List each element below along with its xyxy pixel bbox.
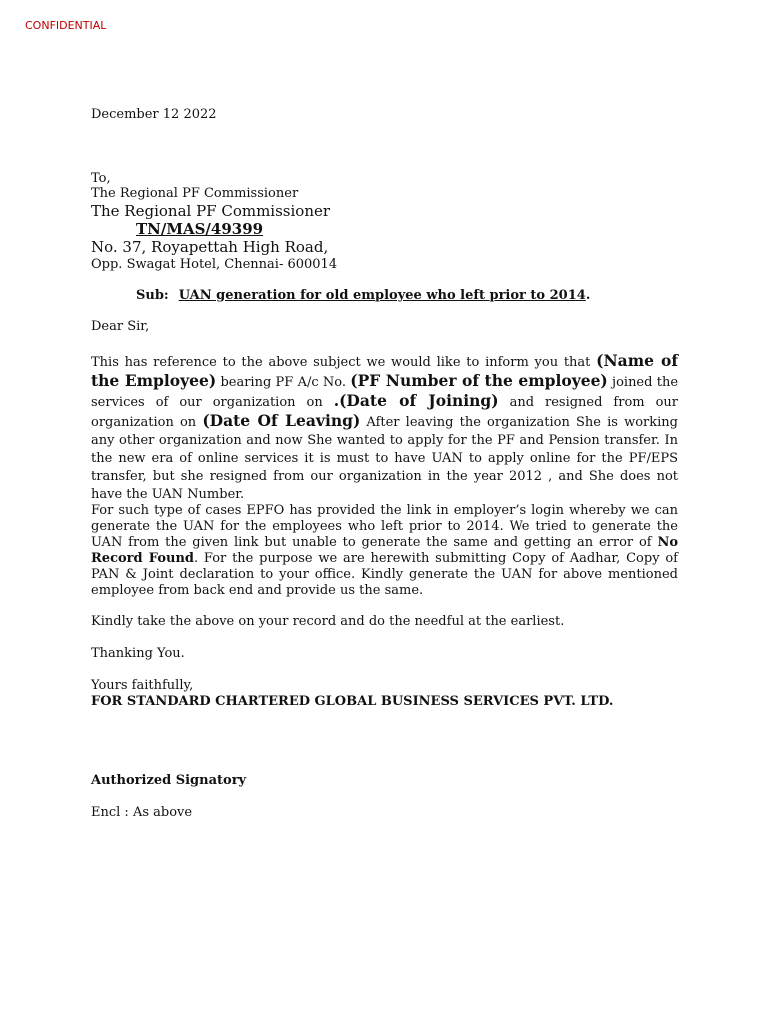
recipient-line-1: The Regional PF Commissioner [91,186,299,201]
paragraph-request: Kindly take the above on your record and do the needful at the earliest. [91,614,565,629]
salutation: Dear Sir, [91,319,150,334]
subject-line [136,288,590,303]
confidential-label: CONFIDENTIAL [25,19,107,32]
office-code: TN/MAS/49399 [136,220,264,238]
authorized-signatory: Authorized Signatory [91,773,247,788]
p1-text-d: and resigned from our organization on [91,395,678,430]
p1-text-a: This has reference to the above subject we would like to inform you that [91,355,597,370]
date-of-leaving-placeholder: (Date Of Leaving) [202,411,361,430]
error-text: No Record Found [91,535,678,566]
enclosure-line: Encl : As above [91,805,193,820]
employee-name-placeholder: (Name of the Employee) [91,351,678,390]
subject-text: UAN generation for old employee who left prior to 2014 [178,288,586,303]
paragraph-epfo [91,503,678,599]
p1-text-b: bearing PF A/c No. [216,375,351,390]
p1-text-e: After leaving the organization She is working any other organization and now She wanted to apply for the PF and Pension transfer. In the new era of online services it is must to have UAN to apply online for the PF/EPS transfer, but she resigned from our organization in the year 2012 , and She does not have the UAN Number. [91,415,678,502]
thanks-line: Thanking You. [91,646,185,661]
p2-text-a: For such type of cases EPFO has provided the link in employer’s login whereby we can generate the UAN for the employees who left prior to 2014. We tried to generate the UAN from the given link but unable to generate the same and getting an error of [91,503,678,550]
paragraph-reference [91,352,678,504]
subject-label: Sub: [136,288,169,303]
recipient-line-2: The Regional PF Commissioner [91,202,331,220]
address-line-2: Opp. Swagat Hotel, Chennai- 600014 [91,257,338,272]
to-line: To, [91,171,111,186]
closing-line: Yours faithfully, [91,678,194,693]
address-line-1: No. 37, Royapettah High Road, [91,238,329,256]
p2-text-b: . For the purpose we are herewith submitting Copy of Aadhar, Copy of PAN & Joint declaration to your office. Kindly generate the UAN for above mentioned employee from back end and provide us the same. [91,551,678,598]
pf-number-placeholder: (PF Number of the employee) [350,371,608,390]
letter-date: December 12 2022 [91,107,217,122]
subject-end: . [585,288,591,303]
company-name: FOR STANDARD CHARTERED GLOBAL BUSINESS SERVICES PVT. LTD. [91,694,614,709]
date-of-joining-placeholder: .(Date of Joining) [333,391,499,410]
p1-text-c: joined the services of our organization on [91,375,679,410]
